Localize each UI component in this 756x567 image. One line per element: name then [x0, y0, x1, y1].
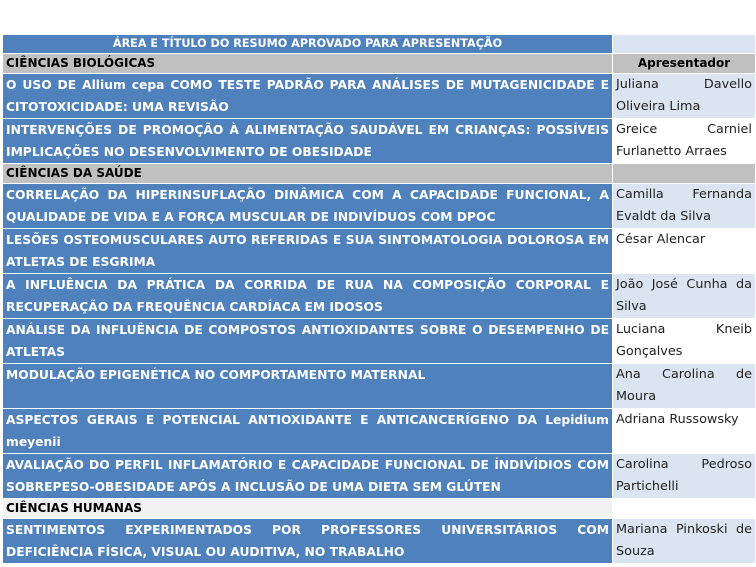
presenter-name: Juliana Davello Oliveira Lima	[613, 74, 756, 119]
abstract-title: MODULAÇÃO EPIGENÉTICA NO COMPORTAMENTO MATERNAL	[3, 364, 613, 409]
table-title: ÁREA E TÍTULO DO RESUMO APROVADO PARA APRESENTAÇÃO	[3, 35, 613, 54]
abstract-title: A INFLUÊNCIA DA PRÁTICA DA CORRIDA DE RUA NA COMPOSIÇÃO CORPORAL E RECUPERAÇÃO DA FREQUÊNCIA CARDÍACA EM IDOSOS	[3, 274, 613, 319]
table-row	[3, 409, 756, 454]
table-row	[3, 119, 756, 164]
table-row	[3, 274, 756, 319]
abstract-title: LESÕES OSTEOMUSCULARES AUTO REFERIDAS E SUA SINTOMATOLOGIA DOLOROSA EM ATLETAS DE ESGRIMA	[3, 229, 613, 274]
table-row	[3, 319, 756, 364]
presenter-name: César Alencar	[613, 229, 756, 274]
abstract-title: O USO DE Allium cepa COMO TESTE PADRÃO PARA ANÁLISES DE MUTAGENICIDADE E CITOTOXICIDADE: UMA REVISÃO	[3, 74, 613, 119]
category-blank-cell	[613, 499, 756, 519]
presenter-name: Luciana Kneib Gonçalves	[613, 319, 756, 364]
presenter-name: Adriana Russowsky	[613, 409, 756, 454]
abstract-title: SENTIMENTOS EXPERIMENTADOS POR PROFESSORES UNIVERSITÁRIOS COM DEFICIÊNCIA FÍSICA, VISUAL OU AUDITIVA, NO TRABALHO	[3, 519, 613, 564]
presenter-name: Greice Carniel Furlanetto Arraes	[613, 119, 756, 164]
table-row	[3, 184, 756, 229]
abstract-title: ASPECTOS GERAIS E POTENCIAL ANTIOXIDANTE E ANTICANCERÍGENO DA Lepidium meyenii	[3, 409, 613, 454]
table-row	[3, 454, 756, 499]
abstract-title: INTERVENÇÕES DE PROMOÇÃO À ALIMENTAÇÃO SAUDÁVEL EM CRIANÇAS: POSSÍVEIS IMPLICAÇÕES NO DESENVOLVIMENTO DE OBESIDADE	[3, 119, 613, 164]
abstracts-table	[2, 34, 756, 564]
table-row	[3, 229, 756, 274]
presenter-name: Camilla Fernanda Evaldt da Silva	[613, 184, 756, 229]
presenter-name: João José Cunha da Silva	[613, 274, 756, 319]
abstract-title: AVALIAÇÃO DO PERFIL INFLAMATÓRIO E CAPACIDADE FUNCIONAL DE ÍNDIVÍDIOS COM SOBREPESO-OBESIDADE APÓS A INCLUSÃO DE UMA DIETA SEM GLÚTEN	[3, 454, 613, 499]
abstract-title: CORRELAÇÃO DA HIPERINSUFLAÇÃO DINÂMICA COM A CAPACIDADE FUNCIONAL, A QUALIDADE DE VIDA E A FORÇA MUSCULAR DE INDIVÍDUOS COM DPOC	[3, 184, 613, 229]
table-row	[3, 364, 756, 409]
presenter-name: Ana Carolina de Moura	[613, 364, 756, 409]
abstract-title: ANÁLISE DA INFLUÊNCIA DE COMPOSTOS ANTIOXIDANTES SOBRE O DESEMPENHO DE ATLETAS	[3, 319, 613, 364]
table-row	[3, 519, 756, 564]
presenter-column-header: Apresentador	[613, 54, 756, 74]
category-label: CIÊNCIAS BIOLÓGICAS	[3, 54, 613, 74]
presenter-name: Carolina Pedroso Partichelli	[613, 454, 756, 499]
header-row	[3, 35, 756, 54]
presenter-name: Mariana Pinkoski de Souza	[613, 519, 756, 564]
category-row	[3, 54, 756, 74]
category-blank-cell	[613, 164, 756, 184]
category-label: CIÊNCIAS DA SAÚDE	[3, 164, 613, 184]
category-row	[3, 499, 756, 519]
category-row	[3, 164, 756, 184]
category-label: CIÊNCIAS HUMANAS	[3, 499, 613, 519]
header-blank-cell	[613, 35, 756, 54]
table-row	[3, 74, 756, 119]
